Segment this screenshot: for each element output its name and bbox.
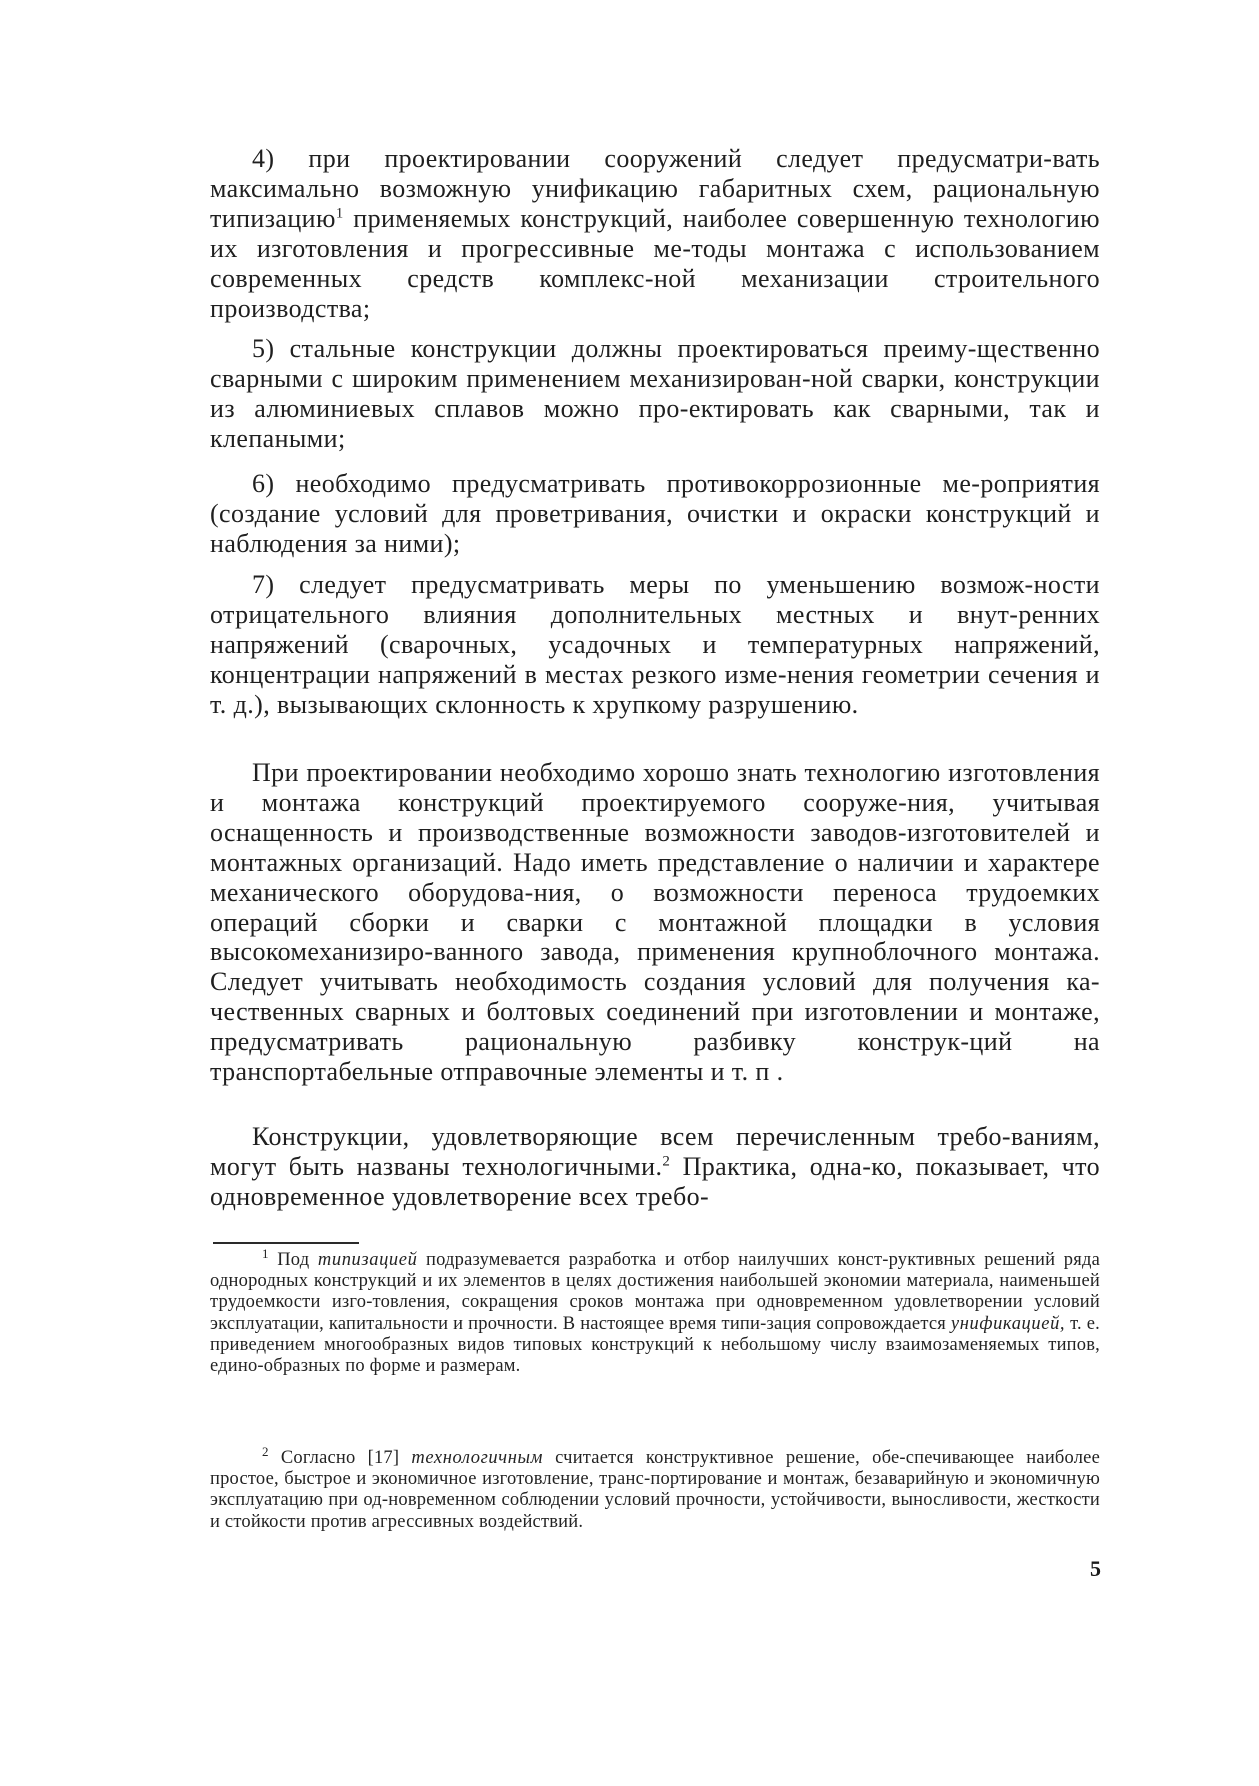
page-number: 5 (1090, 1556, 1101, 1581)
list-item-4 (210, 144, 1100, 323)
list-item-5: 5) стальные конструкции должны проектироваться преиму-щественно сварными с широким применением механизирован-ной сварки, конструкции из алюминиевых сплавов можно про-ектировать как сварными, так и клепаными; (210, 334, 1100, 453)
body-paragraph-manufacturability-head: Конструкции, удовлетворяющие всем перечисленным требо-ваниям, могут быть названы технологичными. (210, 1122, 1100, 1181)
footnote-1-marker: 1 (262, 1245, 269, 1261)
body-paragraph-manufacturability (210, 1122, 1100, 1212)
list-item-4-text-tail: применяемых конструкций, наиболее совершенную технологию их изготовления и прогрессивные ме-тоды монтажа с использованием современных средств комплекс-ной механизации строительного производства; (210, 203, 1100, 323)
footnote-2-marker: 2 (262, 1443, 269, 1459)
footnote-2-term-manufacturable: технологичным (411, 1448, 544, 1468)
footnote-1-term-unification: унификацией, (950, 1313, 1066, 1334)
footnote-1-term-typization: типизацией (317, 1250, 418, 1270)
footnote-1-text-post: т. е. приведением многообразных видов типовых конструкций к небольшому числу взаимозаменяемых типов, едино-образных по форме и размерам. (210, 1313, 1100, 1377)
list-item-6: 6) необходимо предусматривать противокоррозионные ме-роприятия (создание условий для проветривания, очистки и окраски конструкций и наблюдения за ними); (210, 469, 1100, 558)
footnote-2-text-pre: Согласно [17] (268, 1448, 412, 1468)
body-paragraph-manufacturability-tail: Практика, одна-ко, показывает, что одновременное удовлетворение всех требо- (210, 1151, 1100, 1211)
list-item-7: 7) следует предусматривать меры по уменьшению возмож-ности отрицательного влияния дополнительных местных и внут-ренних напряжений (сварочных, усадочных и температурных напряжений, концентрации напряжений в местах резкого изме-нения геометрии сечения и т. д.), вызывающих склонность к хрупкому разрушению. (210, 570, 1100, 719)
footnote-reference-2: 2 (662, 1153, 671, 1170)
footnote-1 (210, 1245, 1100, 1377)
footnote-1-text-pre: Под (268, 1250, 318, 1270)
footnote-1-text-mid: подразумевается разработка и отбор наилучших конст-руктивных решений ряда однородных конструкций и их элементов в целях достижения наибольшей экономии материала, наименьшей трудоемкости изго-товления, сокращения сроков монтажа при одновременном удовлетворении условий эксплуатации, капитальности и прочности. В настоящее время типи-зация сопровождается (210, 1250, 1100, 1334)
list-item-4-text: 4) при проектировании сооружений следует предусматри-вать максимально возможную унификацию габаритных схем, рациональную типизацию (210, 144, 1100, 233)
body-paragraph-technology: При проектировании необходимо хорошо знать технологию изготовления и монтажа конструкций проектируемого сооруже-ния, учитывая оснащенность и производственные возможности заводов-изготовителей и монтажных организаций. Надо иметь представление о наличии и характере механического оборудова-ния, о возможности переноса трудоемких операций сборки и сварки с монтажной площадки в условия высокомеханизиро-ванного завода, применения крупноблочного монтажа. Следует учитывать необходимость создания условий для получения ка-чественных сварных и болтовых соединений при изготовлении и монтаже, предусматривать рациональную разбивку конструк-ций на транспортабельные отправочные элементы и т. п . (210, 758, 1100, 1087)
footnote-2-text-post: считается конструктивное решение, обе-спечивающее наиболее простое, быстрое и экономичное изготовление, транс-портирование и монтаж, безаварийную и экономичную эксплуатацию при од-новременном соблюдении условий прочности, устойчивости, выносливости, жесткости и стойкости против агрессивных воздействий. (210, 1448, 1100, 1532)
footnote-reference-1: 1 (335, 205, 344, 222)
footnote-separator (213, 1242, 359, 1244)
footnote-2 (210, 1443, 1100, 1533)
